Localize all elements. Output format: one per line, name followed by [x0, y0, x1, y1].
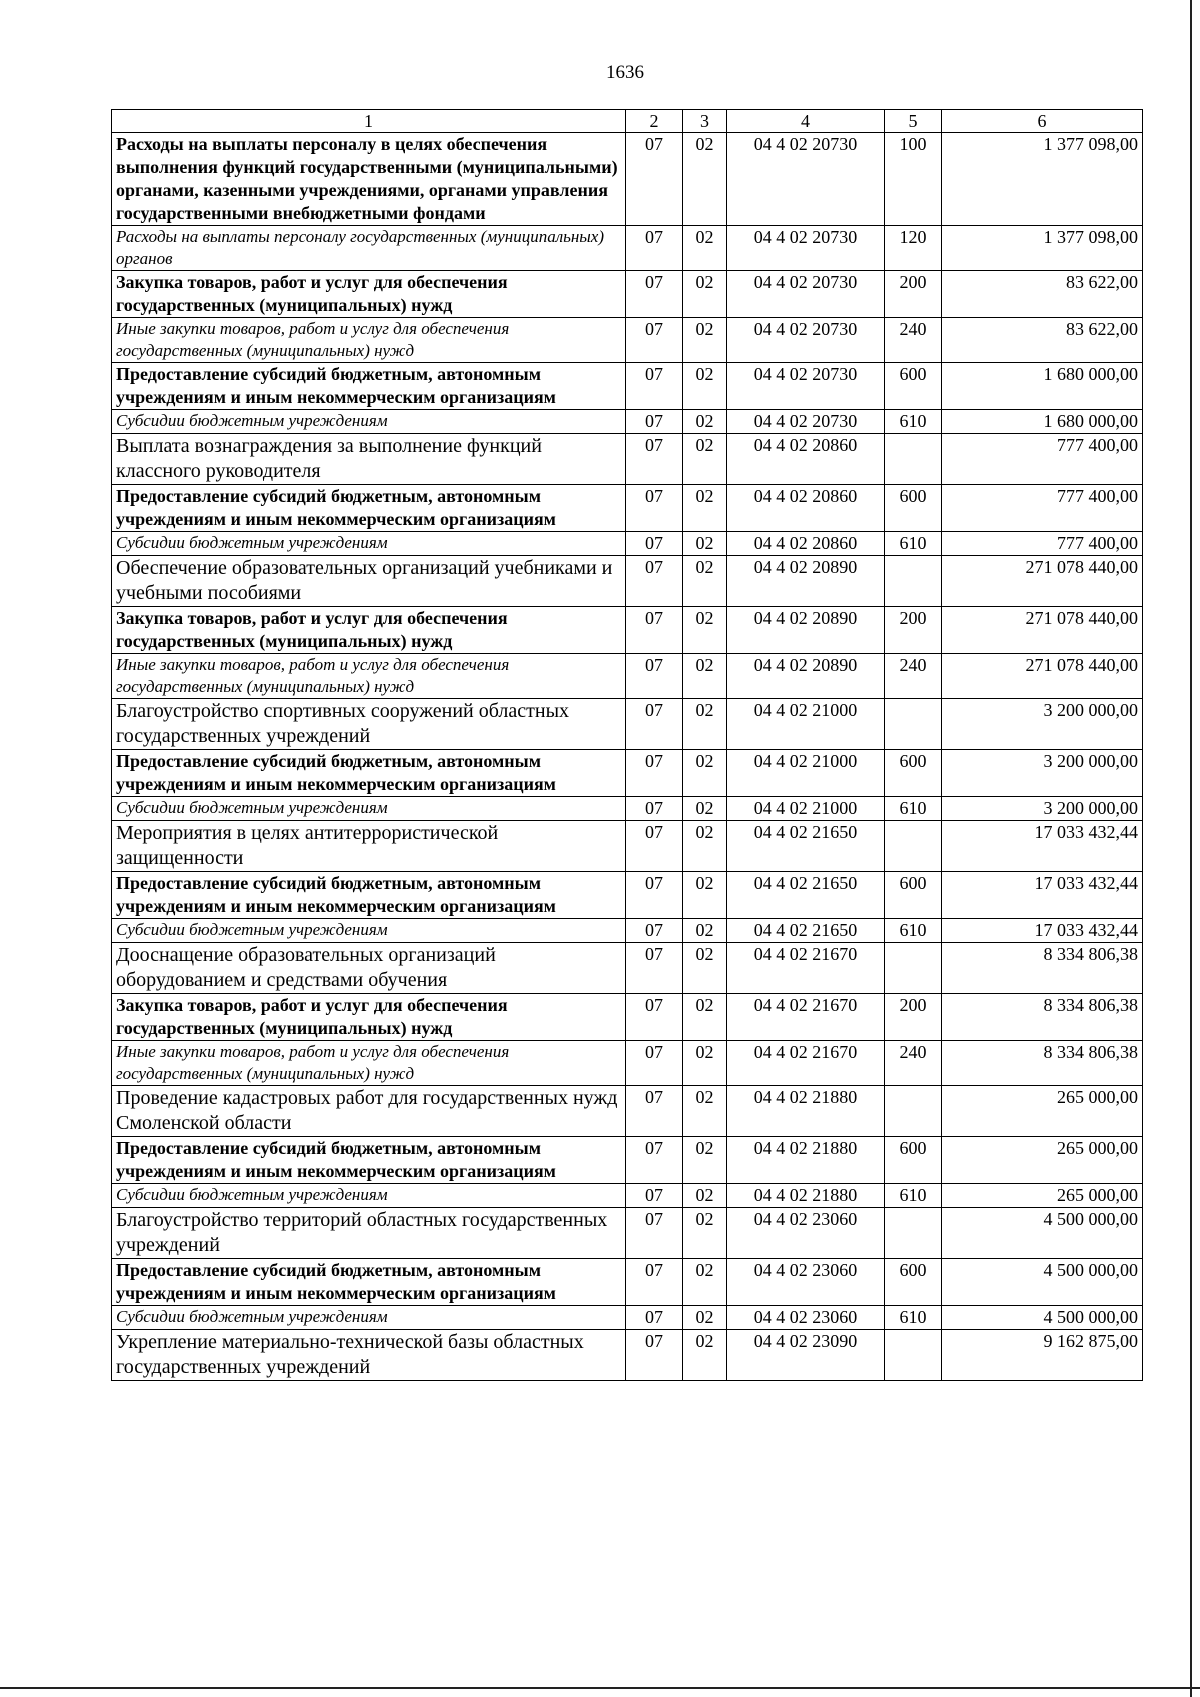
section-code: 07 [626, 1330, 683, 1381]
amount: 271 078 440,00 [942, 654, 1143, 699]
column-header: 4 [727, 110, 885, 133]
target-article-code: 04 4 02 20890 [727, 607, 885, 654]
row-name: Субсидии бюджетным учреждениям [112, 1306, 626, 1330]
column-header: 3 [683, 110, 727, 133]
amount: 3 200 000,00 [942, 750, 1143, 797]
row-name: Предоставление субсидий бюджетным, автономным учреждениям и иным некоммерческим организациям [112, 363, 626, 410]
expense-type-code: 610 [885, 410, 942, 434]
section-code: 07 [626, 943, 683, 994]
amount: 265 000,00 [942, 1184, 1143, 1208]
expense-type-code: 610 [885, 532, 942, 556]
section-code: 07 [626, 1259, 683, 1306]
row-name: Закупка товаров, работ и услуг для обеспечения государственных (муниципальных) нужд [112, 994, 626, 1041]
table-row [112, 872, 1143, 919]
amount: 1 680 000,00 [942, 363, 1143, 410]
section-code: 07 [626, 485, 683, 532]
expense-type-code: 120 [885, 226, 942, 271]
section-code: 07 [626, 271, 683, 318]
table-row [112, 1208, 1143, 1259]
target-article-code: 04 4 02 21000 [727, 699, 885, 750]
target-article-code: 04 4 02 23060 [727, 1306, 885, 1330]
target-article-code: 04 4 02 20730 [727, 133, 885, 226]
section-code: 07 [626, 133, 683, 226]
section-code: 07 [626, 750, 683, 797]
budget-table [111, 109, 1143, 1381]
amount: 777 400,00 [942, 434, 1143, 485]
row-name: Дооснащение образовательных организаций оборудованием и средствами обучения [112, 943, 626, 994]
section-code: 07 [626, 821, 683, 872]
row-name: Субсидии бюджетным учреждениям [112, 532, 626, 556]
target-article-code: 04 4 02 21650 [727, 919, 885, 943]
row-name: Иные закупки товаров, работ и услуг для обеспечения государственных (муниципальных) нужд [112, 654, 626, 699]
expense-type-code: 610 [885, 797, 942, 821]
row-name: Субсидии бюджетным учреждениям [112, 797, 626, 821]
expense-type-code: 200 [885, 271, 942, 318]
row-name: Иные закупки товаров, работ и услуг для обеспечения государственных (муниципальных) нужд [112, 1041, 626, 1086]
section-code: 07 [626, 226, 683, 271]
expense-type-code [885, 1208, 942, 1259]
target-article-code: 04 4 02 23060 [727, 1208, 885, 1259]
expense-type-code: 610 [885, 1184, 942, 1208]
row-name: Субсидии бюджетным учреждениям [112, 410, 626, 434]
subsection-code: 02 [683, 994, 727, 1041]
expense-type-code [885, 821, 942, 872]
subsection-code: 02 [683, 226, 727, 271]
amount: 83 622,00 [942, 318, 1143, 363]
target-article-code: 04 4 02 21880 [727, 1137, 885, 1184]
row-name: Расходы на выплаты персоналу государственных (муниципальных) органов [112, 226, 626, 271]
scan-edge-line [1190, 0, 1192, 1697]
table-row [112, 1259, 1143, 1306]
row-name: Предоставление субсидий бюджетным, автономным учреждениям и иным некоммерческим организациям [112, 1137, 626, 1184]
table-row [112, 556, 1143, 607]
header-row [112, 110, 1143, 133]
target-article-code: 04 4 02 20890 [727, 556, 885, 607]
section-code: 07 [626, 699, 683, 750]
section-code: 07 [626, 919, 683, 943]
section-code: 07 [626, 318, 683, 363]
table-row [112, 434, 1143, 485]
row-name: Предоставление субсидий бюджетным, автономным учреждениям и иным некоммерческим организациям [112, 750, 626, 797]
subsection-code: 02 [683, 133, 727, 226]
row-name: Мероприятия в целях антитеррористической защищенности [112, 821, 626, 872]
table-row [112, 919, 1143, 943]
column-header: 2 [626, 110, 683, 133]
section-code: 07 [626, 1041, 683, 1086]
expense-type-code: 600 [885, 1259, 942, 1306]
subsection-code: 02 [683, 363, 727, 410]
amount: 1 377 098,00 [942, 133, 1143, 226]
target-article-code: 04 4 02 21650 [727, 821, 885, 872]
amount: 8 334 806,38 [942, 994, 1143, 1041]
target-article-code: 04 4 02 21670 [727, 1041, 885, 1086]
target-article-code: 04 4 02 20730 [727, 363, 885, 410]
subsection-code: 02 [683, 1208, 727, 1259]
table-body [112, 133, 1143, 1381]
row-name: Благоустройство спортивных сооружений областных государственных учреждений [112, 699, 626, 750]
target-article-code: 04 4 02 20730 [727, 271, 885, 318]
expense-type-code: 240 [885, 318, 942, 363]
subsection-code: 02 [683, 1259, 727, 1306]
table-row [112, 1086, 1143, 1137]
amount: 17 033 432,44 [942, 872, 1143, 919]
subsection-code: 02 [683, 1330, 727, 1381]
table-row [112, 654, 1143, 699]
row-name: Выплата вознаграждения за выполнение функций классного руководителя [112, 434, 626, 485]
column-header: 1 [112, 110, 626, 133]
subsection-code: 02 [683, 797, 727, 821]
expense-type-code: 600 [885, 363, 942, 410]
amount: 17 033 432,44 [942, 919, 1143, 943]
subsection-code: 02 [683, 556, 727, 607]
row-name: Обеспечение образовательных организаций учебниками и учебными пособиями [112, 556, 626, 607]
amount: 3 200 000,00 [942, 699, 1143, 750]
table-row [112, 271, 1143, 318]
section-code: 07 [626, 532, 683, 556]
row-name: Проведение кадастровых работ для государственных нужд Смоленской области [112, 1086, 626, 1137]
target-article-code: 04 4 02 21880 [727, 1086, 885, 1137]
expense-type-code [885, 943, 942, 994]
table-row [112, 485, 1143, 532]
row-name: Расходы на выплаты персоналу в целях обеспечения выполнения функций государственными (муниципальными) органами, казенными учреждениями, органами управления государственными внебюджетными фондами [112, 133, 626, 226]
table-row [112, 943, 1143, 994]
subsection-code: 02 [683, 821, 727, 872]
target-article-code: 04 4 02 21650 [727, 872, 885, 919]
scan-bottom-line [0, 1687, 1200, 1689]
section-code: 07 [626, 1184, 683, 1208]
expense-type-code [885, 699, 942, 750]
target-article-code: 04 4 02 20730 [727, 226, 885, 271]
expense-type-code: 600 [885, 1137, 942, 1184]
column-header: 6 [942, 110, 1143, 133]
amount: 3 200 000,00 [942, 797, 1143, 821]
table-row [112, 1137, 1143, 1184]
table-row [112, 821, 1143, 872]
expense-type-code: 200 [885, 607, 942, 654]
amount: 271 078 440,00 [942, 556, 1143, 607]
target-article-code: 04 4 02 21670 [727, 994, 885, 1041]
section-code: 07 [626, 872, 683, 919]
expense-type-code: 600 [885, 872, 942, 919]
amount: 777 400,00 [942, 532, 1143, 556]
expense-type-code: 600 [885, 485, 942, 532]
target-article-code: 04 4 02 23060 [727, 1259, 885, 1306]
expense-type-code: 100 [885, 133, 942, 226]
section-code: 07 [626, 556, 683, 607]
amount: 1 377 098,00 [942, 226, 1143, 271]
amount: 271 078 440,00 [942, 607, 1143, 654]
section-code: 07 [626, 1306, 683, 1330]
row-name: Укрепление материально-технической базы областных государственных учреждений [112, 1330, 626, 1381]
row-name: Субсидии бюджетным учреждениям [112, 1184, 626, 1208]
table-row [112, 318, 1143, 363]
amount: 265 000,00 [942, 1086, 1143, 1137]
target-article-code: 04 4 02 21000 [727, 750, 885, 797]
amount: 4 500 000,00 [942, 1306, 1143, 1330]
table-row [112, 1041, 1143, 1086]
subsection-code: 02 [683, 1137, 727, 1184]
subsection-code: 02 [683, 750, 727, 797]
subsection-code: 02 [683, 654, 727, 699]
expense-type-code: 610 [885, 919, 942, 943]
expense-type-code: 600 [885, 750, 942, 797]
table-row [112, 1306, 1143, 1330]
target-article-code: 04 4 02 20860 [727, 434, 885, 485]
row-name: Предоставление субсидий бюджетным, автономным учреждениям и иным некоммерческим организациям [112, 1259, 626, 1306]
section-code: 07 [626, 994, 683, 1041]
amount: 4 500 000,00 [942, 1208, 1143, 1259]
subsection-code: 02 [683, 1184, 727, 1208]
subsection-code: 02 [683, 943, 727, 994]
table-row [112, 1330, 1143, 1381]
expense-type-code [885, 1330, 942, 1381]
subsection-code: 02 [683, 872, 727, 919]
amount: 9 162 875,00 [942, 1330, 1143, 1381]
amount: 4 500 000,00 [942, 1259, 1143, 1306]
target-article-code: 04 4 02 21880 [727, 1184, 885, 1208]
row-name: Субсидии бюджетным учреждениям [112, 919, 626, 943]
subsection-code: 02 [683, 410, 727, 434]
amount: 8 334 806,38 [942, 943, 1143, 994]
section-code: 07 [626, 607, 683, 654]
column-header: 5 [885, 110, 942, 133]
table-row [112, 532, 1143, 556]
section-code: 07 [626, 654, 683, 699]
row-name: Благоустройство территорий областных государственных учреждений [112, 1208, 626, 1259]
section-code: 07 [626, 797, 683, 821]
target-article-code: 04 4 02 20730 [727, 410, 885, 434]
amount: 265 000,00 [942, 1137, 1143, 1184]
section-code: 07 [626, 1086, 683, 1137]
amount: 1 680 000,00 [942, 410, 1143, 434]
row-name: Закупка товаров, работ и услуг для обеспечения государственных (муниципальных) нужд [112, 271, 626, 318]
target-article-code: 04 4 02 21000 [727, 797, 885, 821]
amount: 17 033 432,44 [942, 821, 1143, 872]
expense-type-code: 240 [885, 654, 942, 699]
subsection-code: 02 [683, 532, 727, 556]
section-code: 07 [626, 410, 683, 434]
target-article-code: 04 4 02 21670 [727, 943, 885, 994]
amount: 777 400,00 [942, 485, 1143, 532]
subsection-code: 02 [683, 271, 727, 318]
subsection-code: 02 [683, 919, 727, 943]
subsection-code: 02 [683, 1086, 727, 1137]
table-row [112, 607, 1143, 654]
target-article-code: 04 4 02 20860 [727, 485, 885, 532]
table-row [112, 410, 1143, 434]
expense-type-code: 200 [885, 994, 942, 1041]
expense-type-code [885, 1086, 942, 1137]
table-row [112, 699, 1143, 750]
section-code: 07 [626, 434, 683, 485]
amount: 83 622,00 [942, 271, 1143, 318]
target-article-code: 04 4 02 20730 [727, 318, 885, 363]
expense-type-code [885, 434, 942, 485]
table-row [112, 994, 1143, 1041]
row-name: Закупка товаров, работ и услуг для обеспечения государственных (муниципальных) нужд [112, 607, 626, 654]
subsection-code: 02 [683, 1041, 727, 1086]
subsection-code: 02 [683, 485, 727, 532]
table-row [112, 363, 1143, 410]
target-article-code: 04 4 02 23090 [727, 1330, 885, 1381]
table-row [112, 226, 1143, 271]
expense-type-code: 240 [885, 1041, 942, 1086]
row-name: Иные закупки товаров, работ и услуг для обеспечения государственных (муниципальных) нужд [112, 318, 626, 363]
page-number: 1636 [606, 62, 644, 83]
table-row [112, 750, 1143, 797]
amount: 8 334 806,38 [942, 1041, 1143, 1086]
expense-type-code [885, 556, 942, 607]
row-name: Предоставление субсидий бюджетным, автономным учреждениям и иным некоммерческим организациям [112, 485, 626, 532]
subsection-code: 02 [683, 607, 727, 654]
subsection-code: 02 [683, 699, 727, 750]
section-code: 07 [626, 1137, 683, 1184]
target-article-code: 04 4 02 20860 [727, 532, 885, 556]
section-code: 07 [626, 363, 683, 410]
table-row [112, 133, 1143, 226]
table-row [112, 797, 1143, 821]
target-article-code: 04 4 02 20890 [727, 654, 885, 699]
row-name: Предоставление субсидий бюджетным, автономным учреждениям и иным некоммерческим организациям [112, 872, 626, 919]
table-row [112, 1184, 1143, 1208]
subsection-code: 02 [683, 1306, 727, 1330]
subsection-code: 02 [683, 318, 727, 363]
subsection-code: 02 [683, 434, 727, 485]
section-code: 07 [626, 1208, 683, 1259]
expense-type-code: 610 [885, 1306, 942, 1330]
